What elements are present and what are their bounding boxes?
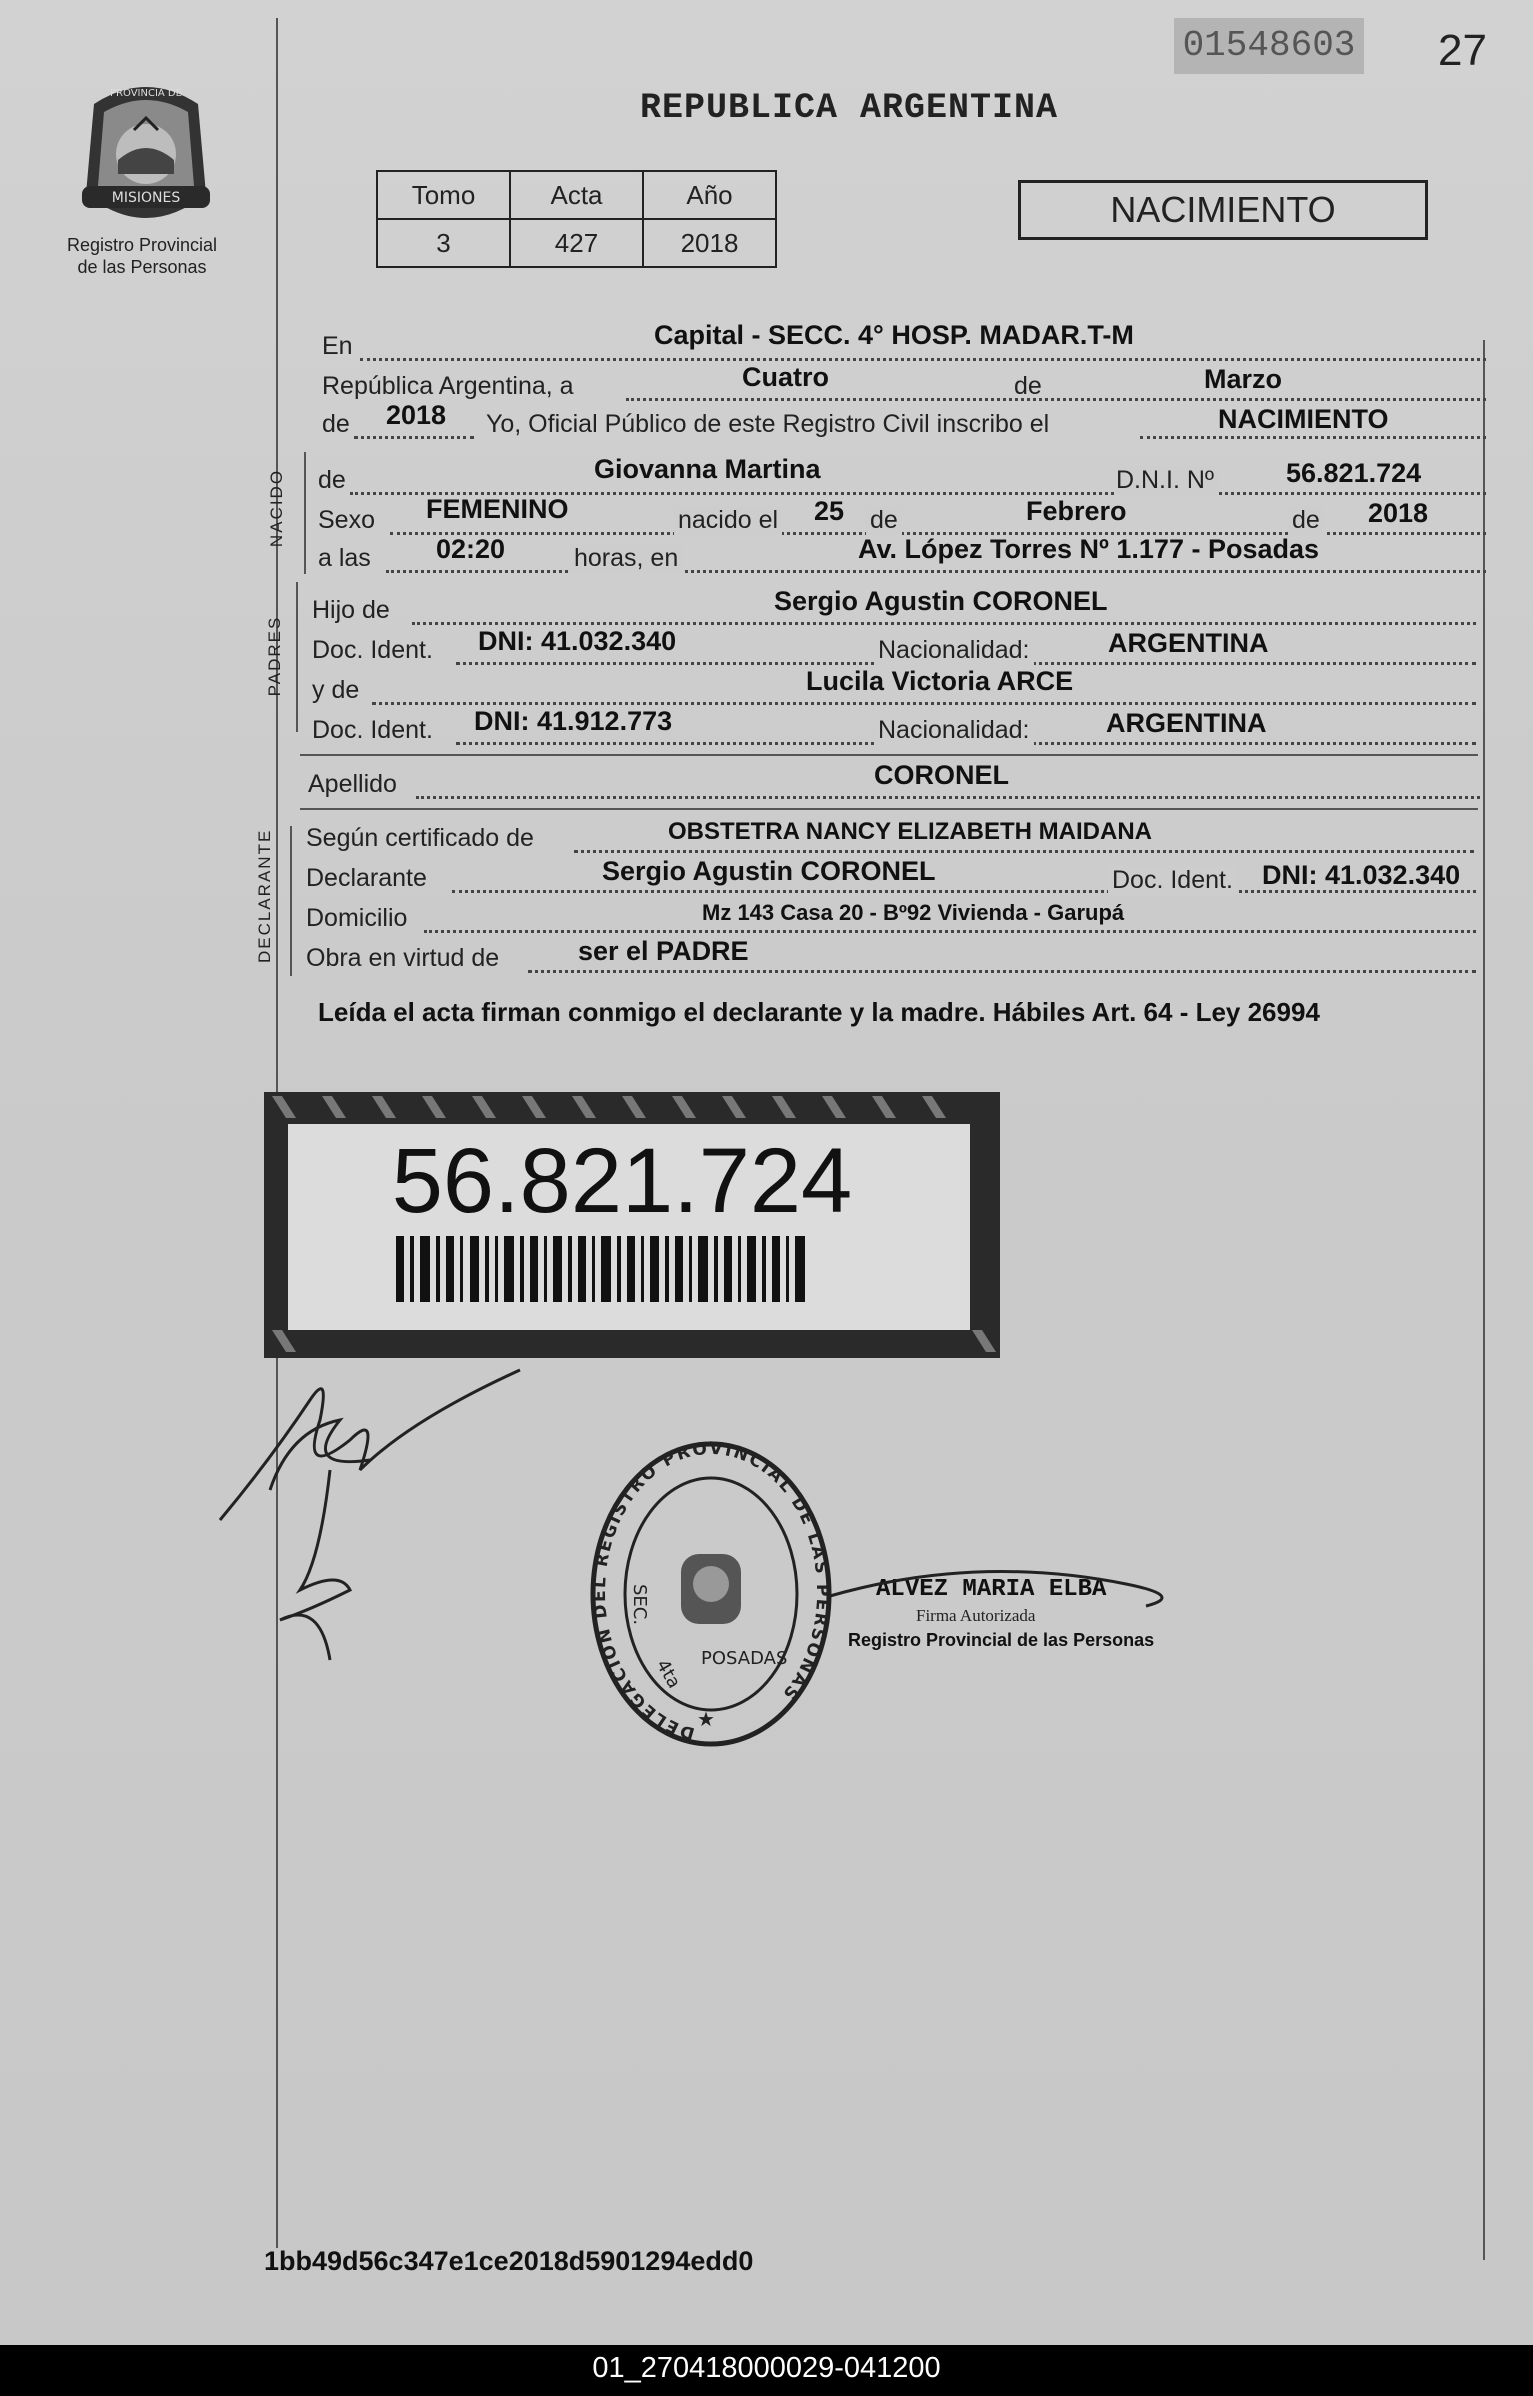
legal-text: Leída el acta firman conmigo el declarante y la madre. Hábiles Art. 64 - Ley 26994: [318, 997, 1320, 1027]
domicilio-label: Domicilio: [306, 904, 408, 932]
seal-ring-text: DELEGACION DEL REGISTRO PROVINCIAL DE LAS PERSONAS: [589, 1438, 833, 1744]
dotted-line: [1140, 436, 1486, 439]
padres-section-label: PADRES: [265, 615, 284, 697]
yde-label: y de: [312, 676, 360, 704]
registry-label-line2: de las Personas: [77, 257, 207, 277]
declarante-doc-label: Doc. Ident.: [1108, 866, 1237, 895]
father-doc: DNI: 41.032.340: [478, 626, 677, 656]
registry-label: [44, 234, 240, 278]
mother-nationality: ARGENTINA: [1106, 708, 1267, 738]
day-value: Cuatro: [742, 362, 829, 392]
en-value: Capital - SECC. 4° HOSP. MADAR.T-M: [654, 320, 1134, 350]
seal-num: 4ta: [651, 1656, 685, 1693]
declarante-label: Declarante: [306, 864, 427, 892]
father-nationality: ARGENTINA: [1108, 628, 1269, 658]
de-label-2: de: [322, 410, 350, 438]
domicilio-value: Mz 143 Casa 20 - Bº92 Vivienda - Garupá: [702, 900, 1125, 925]
padres-bracket: [296, 582, 298, 732]
dotted-line: [574, 850, 1474, 853]
certificado-value: OBSTETRA NANCY ELIZABETH MAIDANA: [668, 818, 1152, 845]
footer-code: 01_270418000029-041200: [592, 2352, 941, 2384]
header-acta: Acta: [510, 171, 643, 219]
serial-number: 01548603: [1174, 18, 1364, 74]
registry-seal: [586, 1434, 836, 1754]
alas-label: a las: [318, 544, 371, 572]
declarante-doc: DNI: 41.032.340: [1262, 860, 1461, 890]
child-dni: 56.821.724: [1286, 458, 1422, 488]
de-label-2: de: [866, 506, 902, 535]
declarante-section-label: DECLARANTE: [255, 828, 274, 963]
seal-city: POSADAS: [701, 1648, 788, 1669]
header-ano: Año: [643, 171, 776, 219]
oficial-text: Yo, Oficial Público de este Registro Civil inscribo el: [486, 410, 1050, 438]
registry-label-line1: Registro Provincial: [66, 235, 218, 255]
value-ano: 2018: [643, 219, 776, 267]
de-label: de: [318, 466, 346, 494]
dotted-line: [528, 970, 1476, 973]
mother-doc: DNI: 41.912.773: [474, 706, 673, 736]
dotted-line: [386, 570, 1486, 573]
value-acta: 427: [510, 219, 643, 267]
dni-sticker-number: 56.821.724: [391, 1130, 853, 1232]
child-name: Giovanna Martina: [594, 454, 821, 484]
birth-time: 02:20: [436, 534, 506, 564]
document-hash: 1bb49d56c347e1ce2018d5901294edd0: [264, 2246, 754, 2276]
de-label-3: de: [1288, 506, 1324, 535]
star-icon: ★: [697, 1707, 715, 1731]
birth-place: Av. López Torres Nº 1.177 - Posadas: [858, 534, 1320, 564]
doc-label-2: Doc. Ident.: [312, 716, 433, 744]
father-name: Sergio Agustin CORONEL: [774, 586, 1108, 616]
inscribe-value: NACIMIENTO: [1218, 404, 1389, 434]
nacionalidad-label: Nacionalidad:: [874, 636, 1034, 665]
hijo-label: Hijo de: [312, 596, 390, 624]
sexo-value: FEMENINO: [426, 494, 569, 524]
crest-text-top: PROVINCIA DE: [110, 88, 182, 99]
dotted-line: [412, 622, 1476, 625]
doc-label: Doc. Ident.: [312, 636, 433, 664]
nacido-bracket: [304, 452, 306, 574]
official-office: Registro Provincial de las Personas: [848, 1630, 1155, 1650]
official-role: Firma Autorizada: [916, 1606, 1036, 1625]
dotted-line: [360, 358, 1486, 361]
dotted-line: [424, 930, 1476, 933]
certificado-label: Según certificado de: [306, 824, 534, 852]
crest-text-bottom: MISIONES: [111, 190, 181, 206]
en-label: En: [322, 332, 353, 360]
nacido-section-label: NACIDO: [267, 468, 286, 548]
month-value: Marzo: [1204, 364, 1283, 394]
dotted-line: [354, 436, 474, 439]
header-tomo: Tomo: [377, 171, 510, 219]
dotted-line: [626, 398, 1486, 401]
nacionalidad-label-2: Nacionalidad:: [874, 716, 1034, 745]
year-value: 2018: [386, 400, 447, 430]
nacido-label: nacido el: [674, 506, 782, 535]
dni-sticker: [262, 1090, 1002, 1360]
de-label: de: [1014, 372, 1042, 400]
official-name: ALVEZ MARIA ELBA: [876, 1576, 1107, 1603]
separator: [300, 808, 1478, 810]
record-type-box: NACIMIENTO: [1018, 180, 1428, 240]
seal-sec: SEC.: [629, 1584, 650, 1626]
declarante-bracket: [290, 826, 292, 976]
value-tomo: 3: [377, 219, 510, 267]
misiones-crest-icon: [74, 74, 218, 234]
obra-label: Obra en virtud de: [306, 944, 500, 972]
separator: [300, 754, 1478, 756]
apellido-value: CORONEL: [874, 760, 1009, 790]
apellido-label: Apellido: [308, 770, 397, 798]
dotted-line: [372, 702, 1476, 705]
record-table: [376, 170, 777, 268]
page-number: 27: [1438, 26, 1487, 75]
sexo-label: Sexo: [318, 506, 375, 534]
obra-value: ser el PADRE: [578, 936, 749, 966]
country-title: REPUBLICA ARGENTINA: [640, 88, 1059, 128]
birth-year: 2018: [1368, 498, 1429, 528]
birth-month: Febrero: [1026, 496, 1127, 526]
horas-label: horas, en: [570, 544, 682, 573]
handwritten-signature: [210, 1360, 530, 1680]
dni-label: D.N.I. Nº: [1116, 466, 1218, 495]
republica-label: República Argentina, a: [322, 372, 574, 400]
declarante-value: Sergio Agustin CORONEL: [602, 856, 936, 886]
birth-day: 25: [814, 496, 845, 526]
right-margin-line: [1483, 340, 1485, 2260]
mother-name: Lucila Victoria ARCE: [806, 666, 1074, 696]
dotted-line: [416, 796, 1480, 799]
